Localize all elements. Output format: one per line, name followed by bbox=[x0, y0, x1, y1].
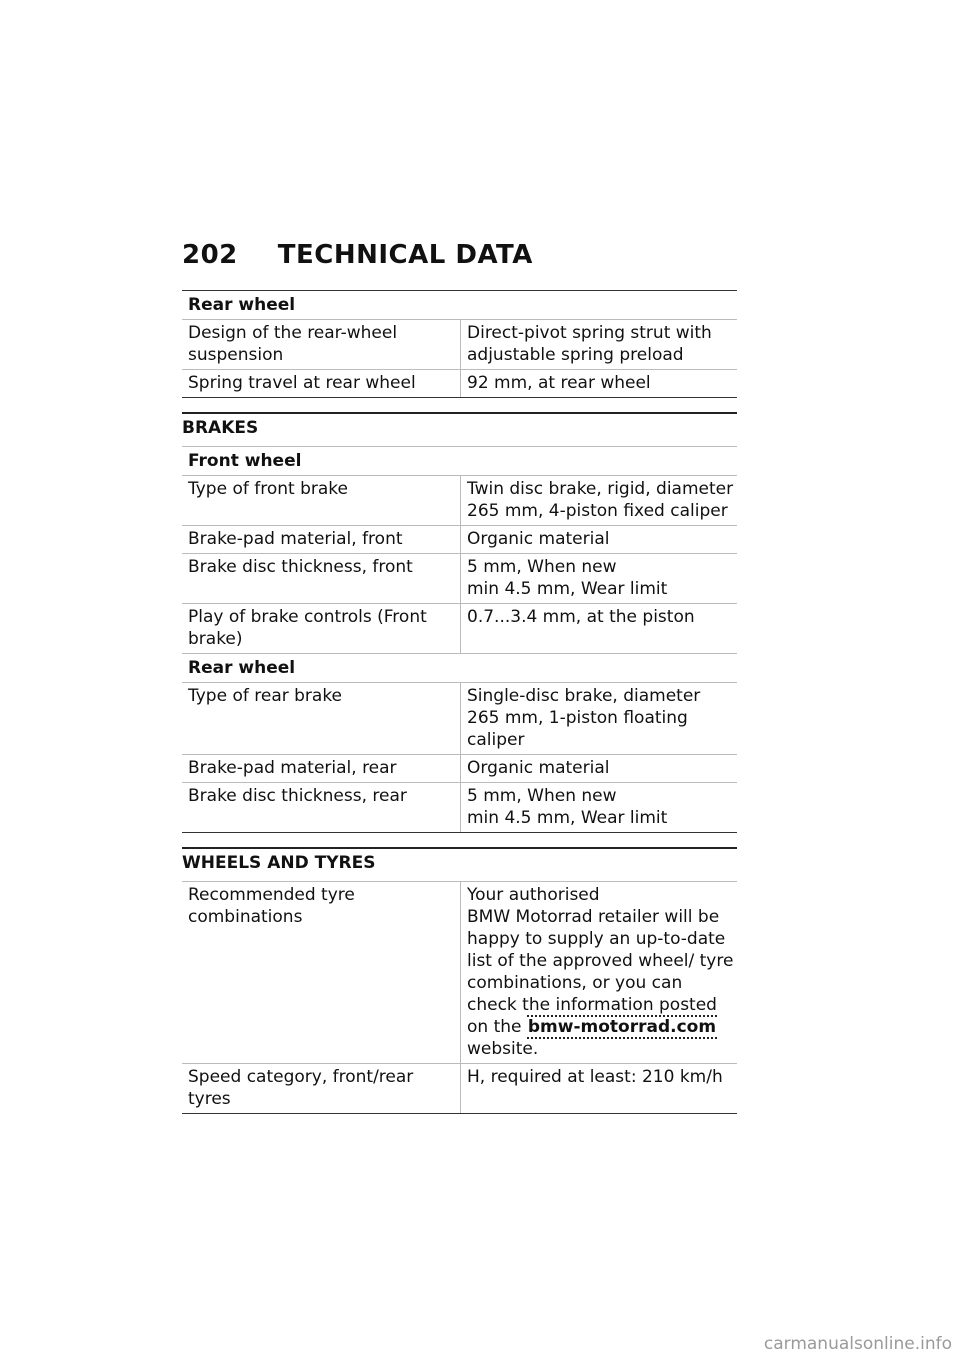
spec-value: Organic material bbox=[461, 526, 738, 554]
section-heading-brakes: BRAKES bbox=[182, 412, 737, 447]
watermark: carmanualsonline.info bbox=[763, 1334, 952, 1354]
spec-value: Organic material bbox=[461, 755, 738, 783]
spec-value: Twin disc brake, rigid, diameter 265 mm, 4-piston fixed caliper bbox=[461, 476, 738, 526]
value-line: 5 mm, When new bbox=[467, 786, 617, 806]
spec-value bbox=[461, 882, 738, 1064]
page-number: 202 bbox=[182, 240, 238, 270]
table-group-row bbox=[182, 291, 737, 320]
table-row bbox=[182, 554, 737, 604]
spec-label: Brake-pad material, front bbox=[182, 526, 461, 554]
spec-value: H, required at least: 210 km/h bbox=[461, 1064, 738, 1114]
table-group-row bbox=[182, 654, 737, 683]
table-row bbox=[182, 755, 737, 783]
manual-page bbox=[182, 240, 737, 1114]
group-label: Rear wheel bbox=[182, 654, 737, 683]
spec-value: Single-disc brake, diameter 265 mm, 1-piston floating caliper bbox=[461, 683, 738, 755]
spec-label: Recommended tyre combinations bbox=[182, 882, 461, 1064]
table-row bbox=[182, 526, 737, 554]
table-row bbox=[182, 370, 737, 398]
table-row bbox=[182, 1064, 737, 1114]
spec-label: Speed category, front/rear tyres bbox=[182, 1064, 461, 1114]
rear-suspension-table bbox=[182, 290, 737, 398]
group-label: Rear wheel bbox=[182, 291, 737, 320]
spec-value: Direct-pivot spring strut with adjustable spring preload bbox=[461, 320, 738, 370]
spec-label: Brake disc thickness, front bbox=[182, 554, 461, 604]
group-label: Front wheel bbox=[182, 447, 737, 476]
table-row bbox=[182, 320, 737, 370]
spec-label: Brake-pad material, rear bbox=[182, 755, 461, 783]
table-row bbox=[182, 476, 737, 526]
table-row bbox=[182, 683, 737, 755]
spec-label: Type of front brake bbox=[182, 476, 461, 526]
wheels-table bbox=[182, 882, 737, 1114]
spec-label: Play of brake controls (Front brake) bbox=[182, 604, 461, 654]
value-line: website. bbox=[467, 1039, 539, 1059]
spec-label: Design of the rear-wheel suspension bbox=[182, 320, 461, 370]
page-header bbox=[182, 240, 737, 282]
page-title: TECHNICAL DATA bbox=[277, 240, 533, 270]
value-line: 5 mm, When new bbox=[467, 557, 617, 577]
website-link[interactable]: bmw-motorrad.com bbox=[527, 1017, 717, 1037]
spec-value bbox=[461, 783, 738, 833]
value-text: BMW Motorrad retailer will be happy to supply an up-to-date list of the approved wheel/ tyre combinations, or you can check the information posted on the bbox=[467, 907, 734, 1037]
spec-label: Type of rear brake bbox=[182, 683, 461, 755]
spec-label: Brake disc thickness, rear bbox=[182, 783, 461, 833]
value-line: min 4.5 mm, Wear limit bbox=[467, 579, 668, 599]
value-line: min 4.5 mm, Wear limit bbox=[467, 808, 668, 828]
table-row bbox=[182, 604, 737, 654]
table-row bbox=[182, 882, 737, 1064]
value-line: Your authorised bbox=[467, 885, 600, 905]
section-heading-wheels: WHEELS AND TYRES bbox=[182, 847, 737, 882]
spec-value: 92 mm, at rear wheel bbox=[461, 370, 738, 398]
table-row bbox=[182, 783, 737, 833]
brakes-table bbox=[182, 447, 737, 833]
table-group-row bbox=[182, 447, 737, 476]
spec-value bbox=[461, 554, 738, 604]
spec-label: Spring travel at rear wheel bbox=[182, 370, 461, 398]
spec-value: 0.7...3.4 mm, at the piston bbox=[461, 604, 738, 654]
